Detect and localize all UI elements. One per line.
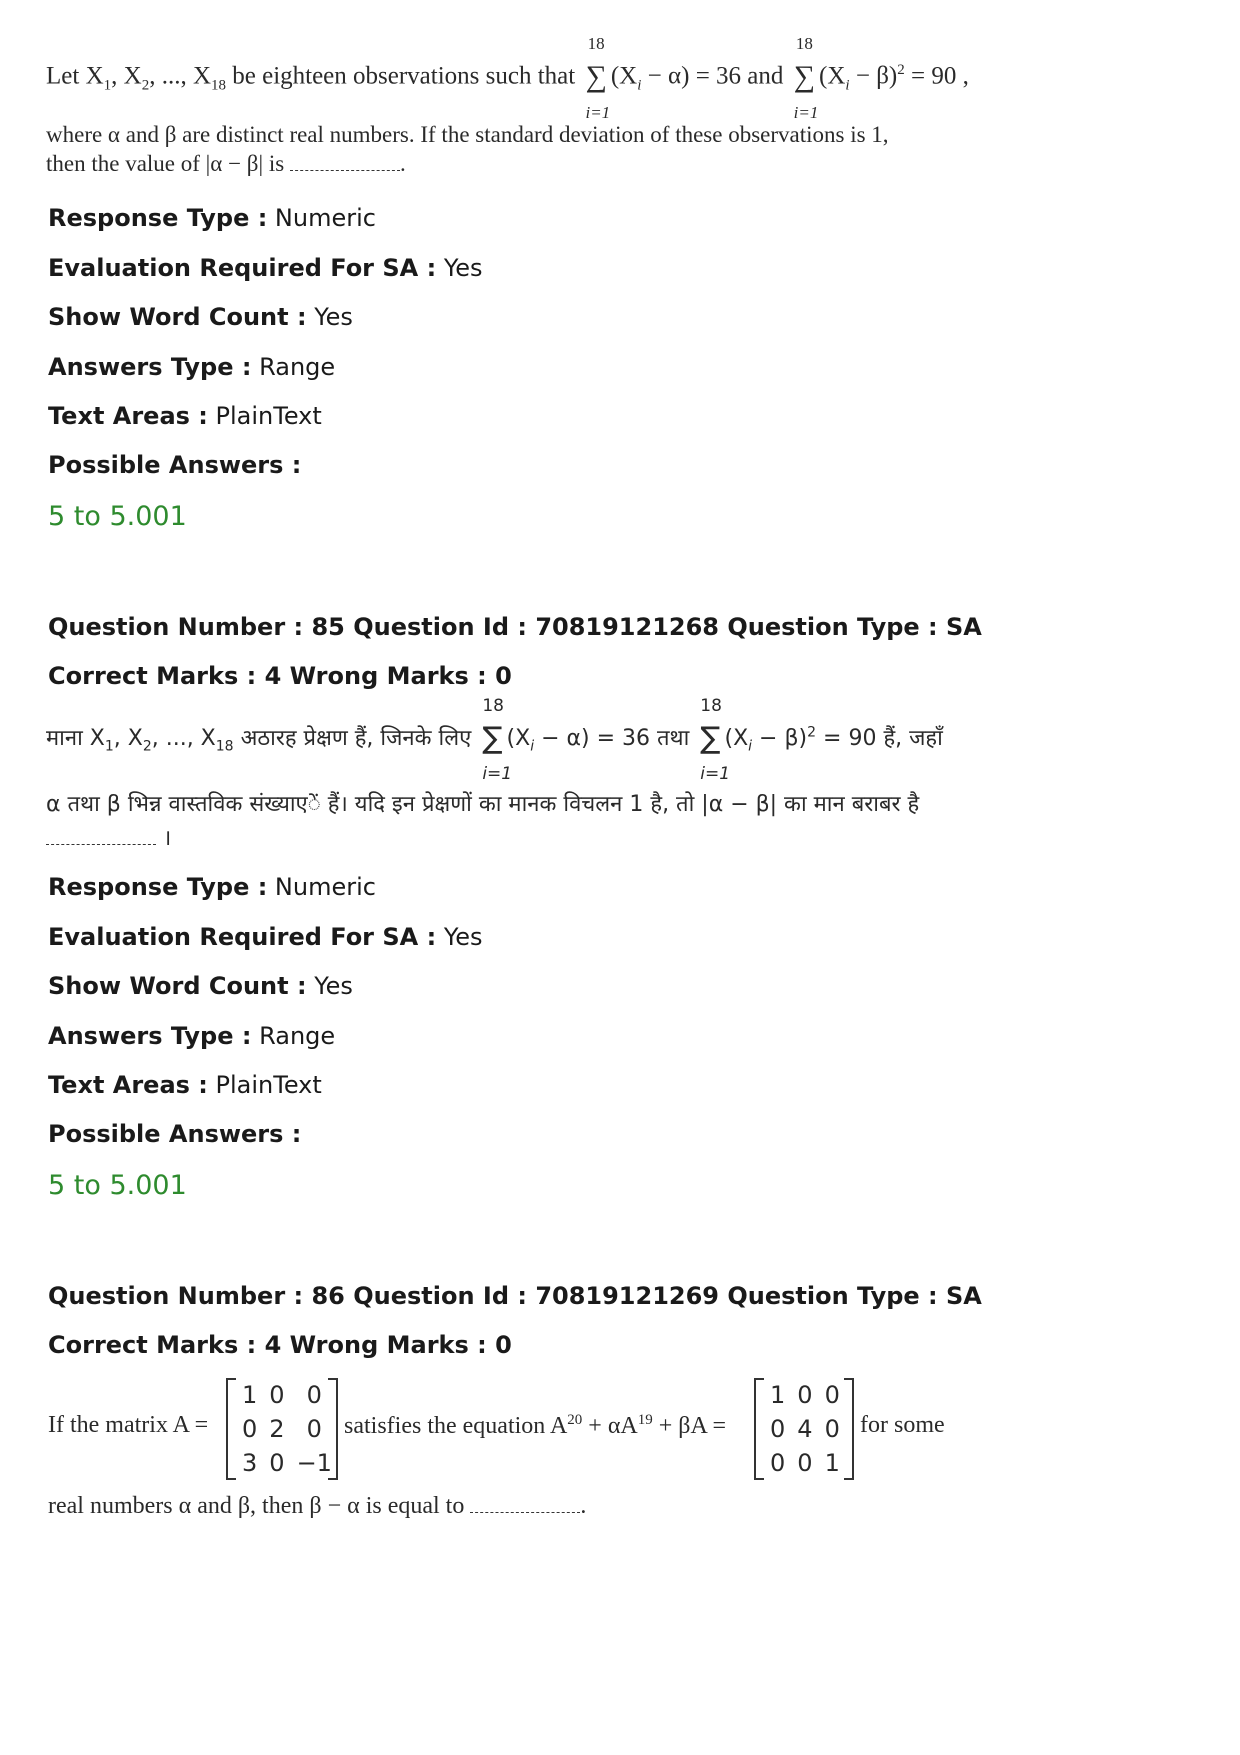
q85-evaluation-required: Evaluation Required For SA : Yes [48,923,483,951]
matrix-cell: 1 [242,1381,258,1409]
q86-question-line2: real numbers α and β, then β − α is equal to . [48,1493,587,1519]
matrix-cell: 0 [770,1415,786,1443]
q85-possible-answers: Possible Answers : [48,1120,302,1148]
q86-text-suffix: for some [860,1412,945,1438]
q84-evaluation-required: Evaluation Required For SA : Yes [48,254,483,282]
summation-symbol: 18 ∑ i=1 [482,696,513,784]
matrix-cell: 0 [306,1415,322,1443]
q85-answer-value: 5 to 5.001 [48,1170,187,1201]
summation-symbol: 18 ∑ i=1 [700,696,731,784]
matrix-cell: 2 [269,1415,285,1443]
matrix-cell: −1 [296,1449,332,1477]
answer-blank [290,150,400,171]
q85-text-areas: Text Areas : PlainText [48,1071,322,1099]
q84-text-areas: Text Areas : PlainText [48,402,322,430]
q84-answer-value: 5 to 5.001 [48,501,187,532]
q86-equation-text: satisfies the equation $A^{20} + \alpha A^{19} + \beta A$ = [344,1412,727,1439]
q85-answers-type: Answers Type : Range [48,1022,336,1050]
q84-question-line2: where α and β are distinct real numbers. If the standard deviation of these observations is 1, [46,122,889,147]
q86-header: Question Number : 86 Question Id : 70819121269 Question Type : SA [48,1282,982,1310]
matrix-cell: 4 [797,1415,813,1443]
q84-show-word-count: Show Word Count : Yes [48,303,353,331]
matrix-cell: 3 [242,1449,258,1477]
q84-possible-answers: Possible Answers : [48,451,302,479]
matrix-cell: 1 [770,1381,786,1409]
summation-symbol: 18 ∑ i=1 [793,34,819,123]
matrix-cell: 0 [797,1449,813,1477]
matrix-cell: 0 [824,1415,840,1443]
q85-show-word-count: Show Word Count : Yes [48,972,353,1000]
matrix-cell: 0 [242,1415,258,1443]
q85-header: Question Number : 85 Question Id : 70819121268 Question Type : SA [48,613,982,641]
matrix-cell: 0 [269,1449,285,1477]
q86-marks: Correct Marks : 4 Wrong Marks : 0 [48,1331,512,1359]
answer-blank [46,824,156,845]
matrix-cell: 1 [824,1449,840,1477]
matrix-cell: 0 [797,1381,813,1409]
matrix-a [226,1378,338,1480]
q85-response-type: Response Type : Numeric [48,873,376,901]
q84-question-line3: then the value of |α − β| is . [46,151,406,176]
matrix-cell: 0 [824,1381,840,1409]
q85-question-line1: माना $X_1$, $X_2$, ..., $X_{18}$ अठारह प्रेक्षण हैं, जिनके लिए 18 ∑ i=1 $(X_i - \alpha) = 36$ तथा 18 ∑ i=1 $(X_i - \beta)^2 = 90$ हैं, जहाँ [46,696,943,784]
q85-question-line2: α तथा β भिन्न वास्तविक संख्याएें हैं। यदि इन प्रेक्षणों का मानक विचलन 1 है, तो |α − β| का मान बराबर है [46,792,920,817]
q84-answers-type: Answers Type : Range [48,353,336,381]
q84-question-line1: Let $X_1$, $X_2$, ..., $X_{18}$ be eighteen observations such that 18 ∑ i=1 $(X_i - \alpha) = 36$ and 18 ∑ i=1 $(X_i - \beta)^2 = 90$ , [46,34,969,123]
matrix-cell: 0 [770,1449,786,1477]
q86-text-prefix: If the matrix A = [48,1412,209,1438]
q84-response-type: Response Type : Numeric [48,204,376,232]
q85-marks: Correct Marks : 4 Wrong Marks : 0 [48,662,512,690]
matrix-result [754,1378,854,1480]
matrix-cell: 0 [306,1381,322,1409]
matrix-cell: 0 [269,1381,285,1409]
q85-question-line3: । [46,822,171,852]
summation-symbol: 18 ∑ i=1 [585,34,611,123]
answer-blank [470,1492,580,1513]
